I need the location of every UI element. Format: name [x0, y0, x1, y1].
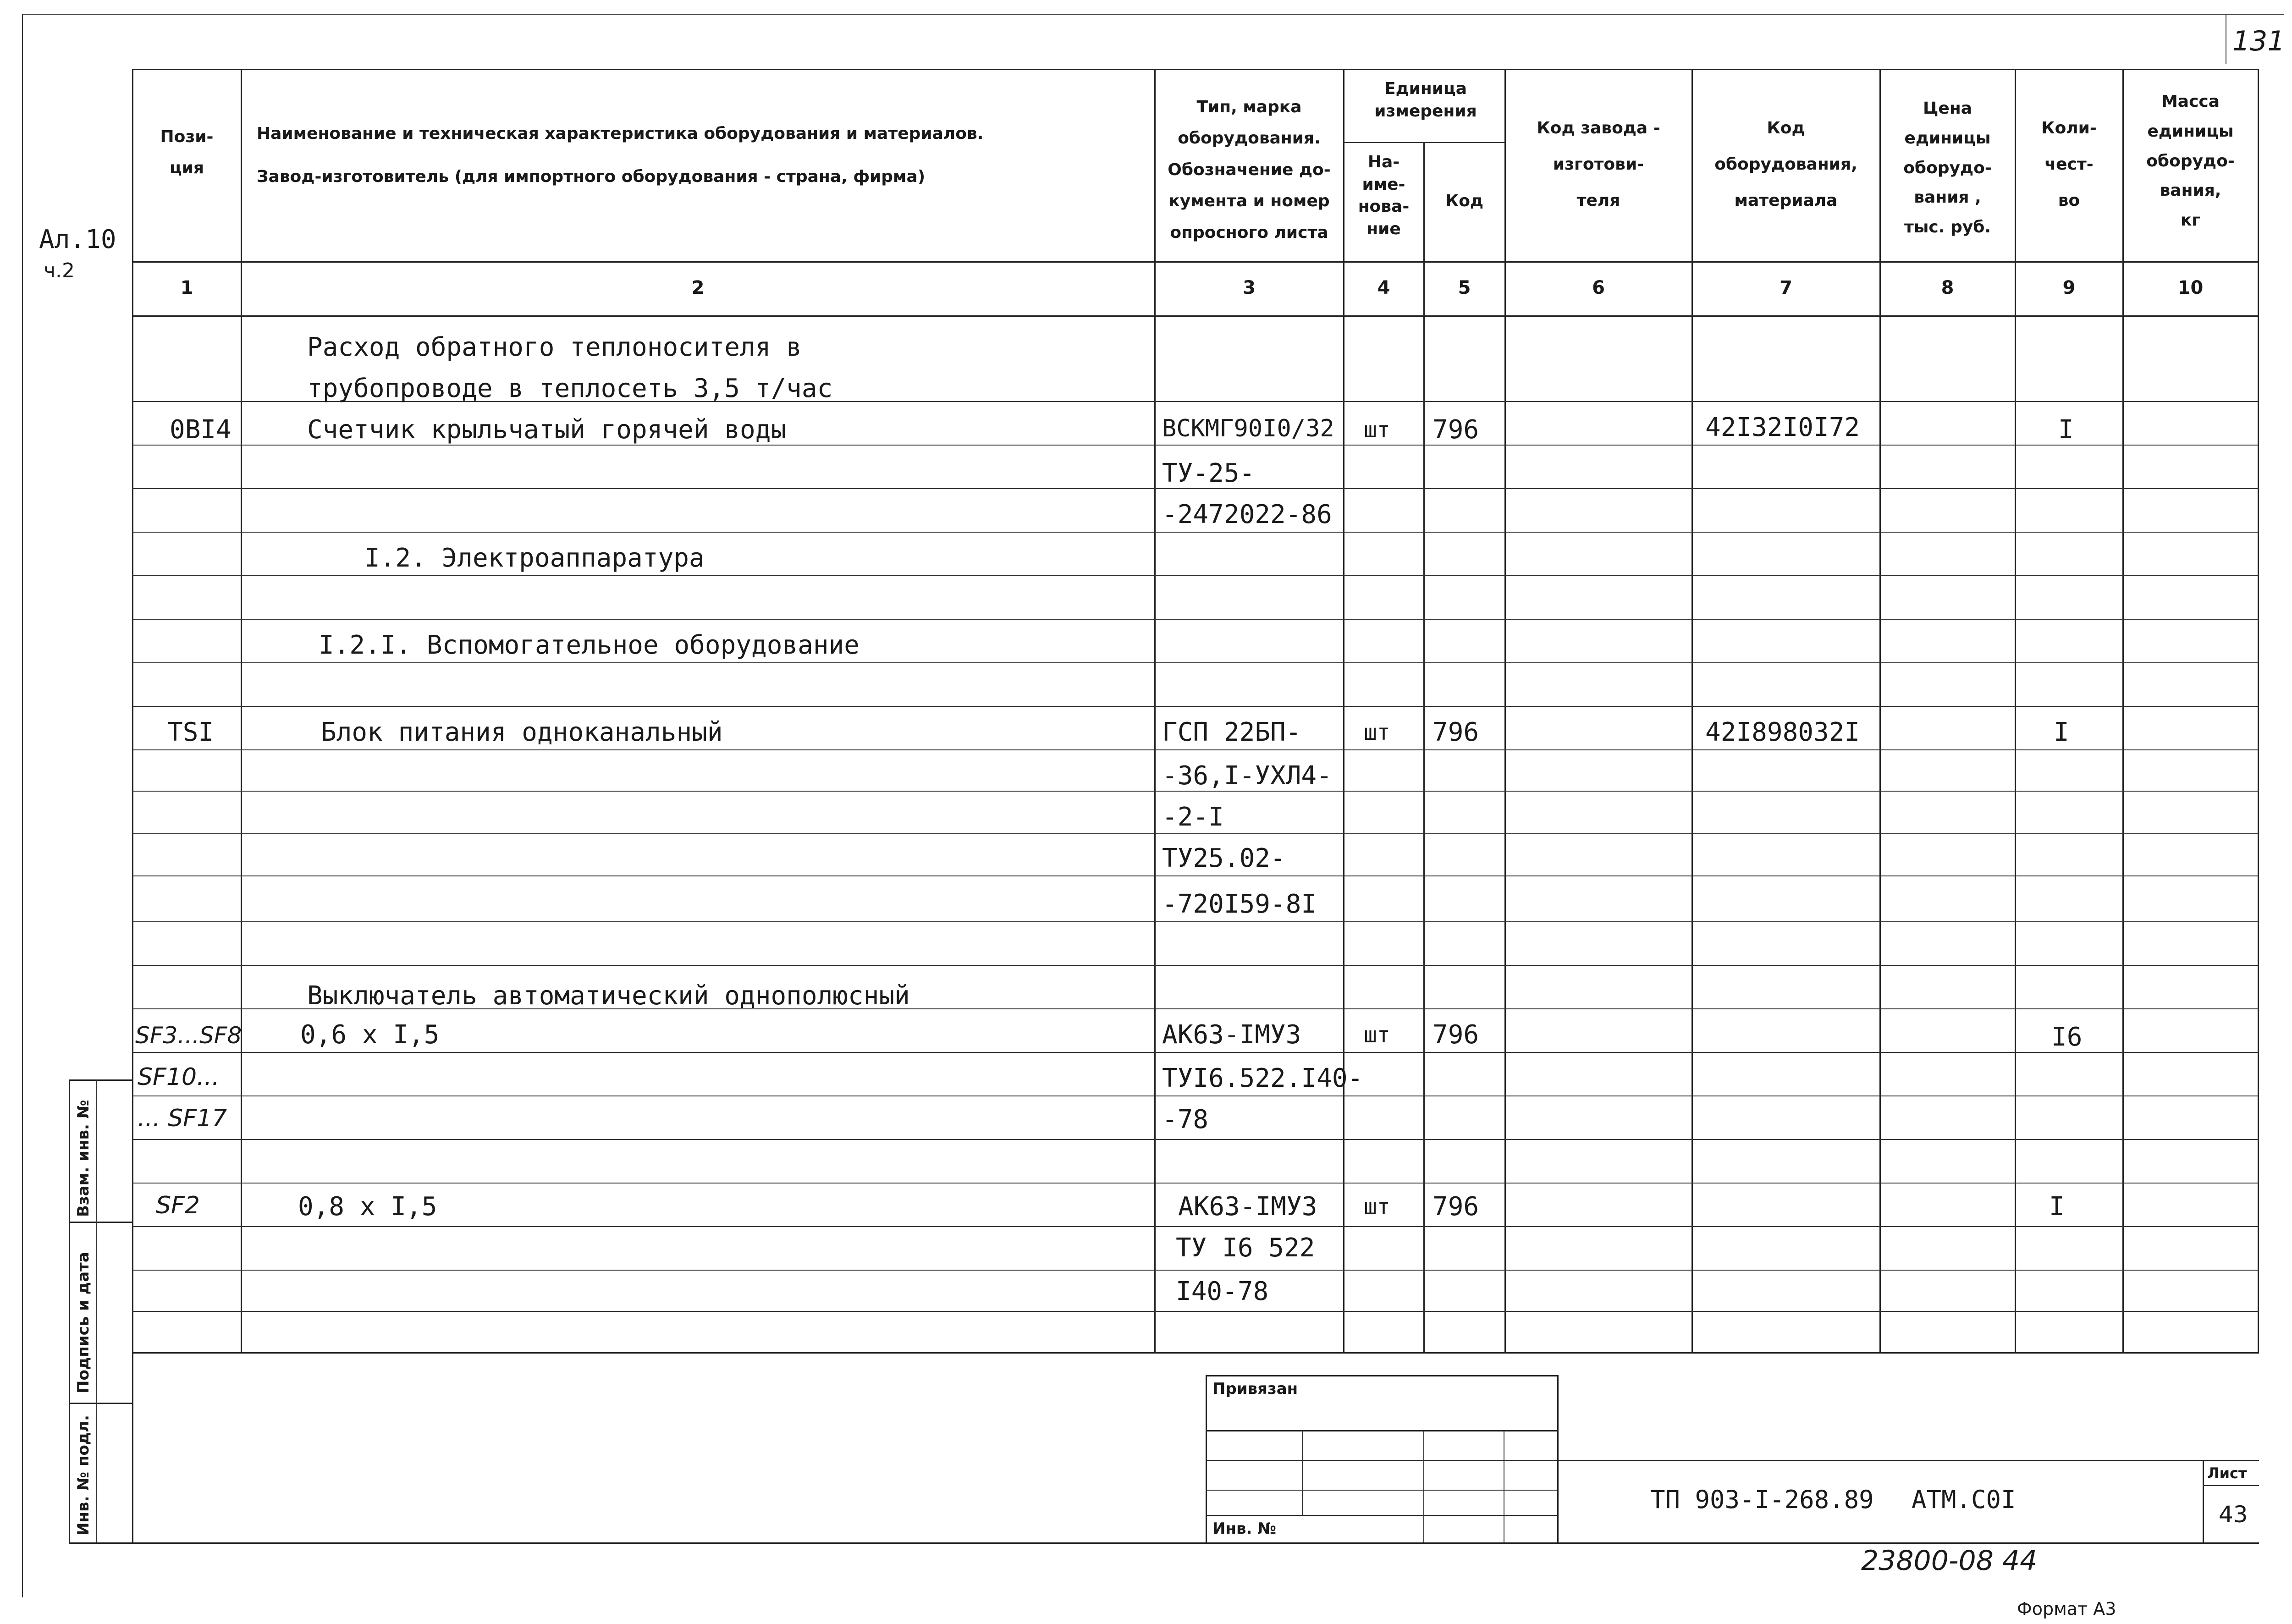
row-3-type: ТУ-25- [1162, 458, 1255, 488]
row-1-name: трубопроводе в теплосеть 3,5 т/час [307, 374, 833, 403]
header-type: Тип, марка оборудования. Обозначение до- кумента и номер опросного листа [1168, 98, 1331, 242]
row-13-type: АК63-IМУЗ [1162, 1020, 1301, 1050]
col-number-4: 4 [1377, 277, 1390, 298]
row-4-type: -2472022-86 [1162, 500, 1332, 529]
row-15-type: -78 [1162, 1105, 1209, 1134]
margin-label-bottom: ч.2 [44, 259, 75, 282]
header-mass: Масса единицы оборудо- вания, кг [2146, 92, 2235, 230]
sheet-corner-number: 131 [2232, 25, 2285, 57]
row-7-unit: шт [1364, 720, 1390, 745]
row-12-name: Выключатель автоматический однополюсный [307, 981, 910, 1011]
row-2-position: 0BI4 [170, 415, 231, 445]
header-name: Наименование и техническая характеристика оборудования и материалов. Завод-изготовитель (для импортного оборудования - страна, фирма) [257, 124, 984, 186]
col-number-2: 2 [691, 277, 705, 298]
row-13-code: 796 [1432, 1020, 1479, 1050]
row-16-position: SF2 [156, 1192, 200, 1219]
row-2-code: 796 [1432, 415, 1479, 445]
side-label-signature-date: Подпись и дата [74, 1252, 93, 1393]
row-13-quantity: I6 [2051, 1022, 2083, 1052]
row-13-position: SF3...SF8 [135, 1022, 242, 1049]
col-number-10: 10 [2177, 277, 2204, 298]
col-number-7: 7 [1780, 277, 1792, 298]
row-2-name: Счетчик крыльчатый горячей воды [307, 415, 787, 445]
stamp-list-number: 43 [2219, 1501, 2248, 1528]
row-16-code: 796 [1432, 1192, 1479, 1222]
col-number-6: 6 [1592, 277, 1605, 298]
side-label-inv-orig: Инв. № подл. [74, 1415, 93, 1536]
header-price: Цена единицы оборудо- вания , тыс. руб. [1903, 99, 1992, 237]
stamp-inv-no: Инв. № [1212, 1519, 1277, 1538]
row-15-position: ... SF17 [138, 1105, 227, 1132]
col-number-8: 8 [1941, 277, 1954, 298]
col-number-9: 9 [2062, 277, 2076, 298]
row-2-unit: шт [1364, 417, 1390, 443]
stamp-privyazan: Привязан [1212, 1380, 1298, 1398]
stamp-list-label: Лист [2207, 1464, 2247, 1482]
row-14-position: SF10... [138, 1063, 220, 1091]
row-2-equipment-code: 42I32I0I72 [1705, 413, 1860, 442]
row-13-unit: шт [1364, 1022, 1390, 1048]
row-16-name: 0,8 x I,5 [298, 1192, 437, 1222]
row-2-type: ВСКМГ90I0/32 [1162, 415, 1334, 442]
row-11-type: -720I59-8I [1162, 889, 1317, 919]
row-7-equipment-code: 42I898032I [1705, 717, 1860, 747]
stamp-doc-code: ТП 903-I-268.89 [1650, 1485, 1874, 1514]
col-number-1: 1 [180, 277, 193, 298]
row-6-name: I.2.I. Вспомогательное оборудование [319, 630, 860, 660]
bottom-code: 23800-08 44 [1861, 1545, 2038, 1577]
row-7-position: TSI [167, 717, 214, 747]
row-7-name: Блок питания одноканальный [321, 717, 723, 747]
col-number-3: 3 [1243, 277, 1256, 298]
col-number-5: 5 [1458, 277, 1471, 298]
header-position: Пози- ция [160, 127, 214, 178]
row-14-type: ТУI6.522.I40- [1162, 1063, 1363, 1093]
row-7-type: ГСП 22БП- [1162, 717, 1301, 747]
row-2-quantity: I [2058, 415, 2074, 445]
format-label: Формат А3 [2017, 1599, 2116, 1619]
row-16-quantity: I [2049, 1192, 2065, 1222]
header-unit-name: На- име- нова- ние [1358, 153, 1410, 238]
row-17-type: ТУ I6 522 [1176, 1233, 1315, 1263]
margin-label-top: Ал.10 [39, 225, 116, 254]
header-equipment-code: Код оборудования, материала [1714, 119, 1857, 210]
row-9-type: -2-I [1162, 802, 1224, 832]
header-plant-code: Код завода - изготови- теля [1537, 119, 1660, 210]
row-10-type: ТУ25.02- [1162, 843, 1286, 873]
row-7-code: 796 [1432, 717, 1479, 747]
row-8-type: -36,I-УХЛ4- [1162, 761, 1332, 791]
header-unit: Единица измерения [1374, 79, 1477, 121]
header-unit-code: Код [1445, 192, 1484, 210]
row-18-type: I40-78 [1176, 1277, 1269, 1306]
row-16-type: АК63-IМУЗ [1178, 1192, 1317, 1222]
side-label-replaced-inv: Взам. инв. № [74, 1100, 93, 1217]
row-16-unit: шт [1364, 1194, 1390, 1220]
stamp-doc-mark: АТМ.С0I [1912, 1485, 2016, 1514]
row-0-name: Расход обратного теплоносителя в [307, 332, 802, 362]
row-7-quantity: I [2054, 717, 2069, 747]
row-13-name: 0,6 x I,5 [300, 1020, 440, 1050]
row-5-name: I.2. Электроаппаратура [364, 543, 705, 573]
header-quantity: Коли- чест- во [2041, 119, 2097, 210]
